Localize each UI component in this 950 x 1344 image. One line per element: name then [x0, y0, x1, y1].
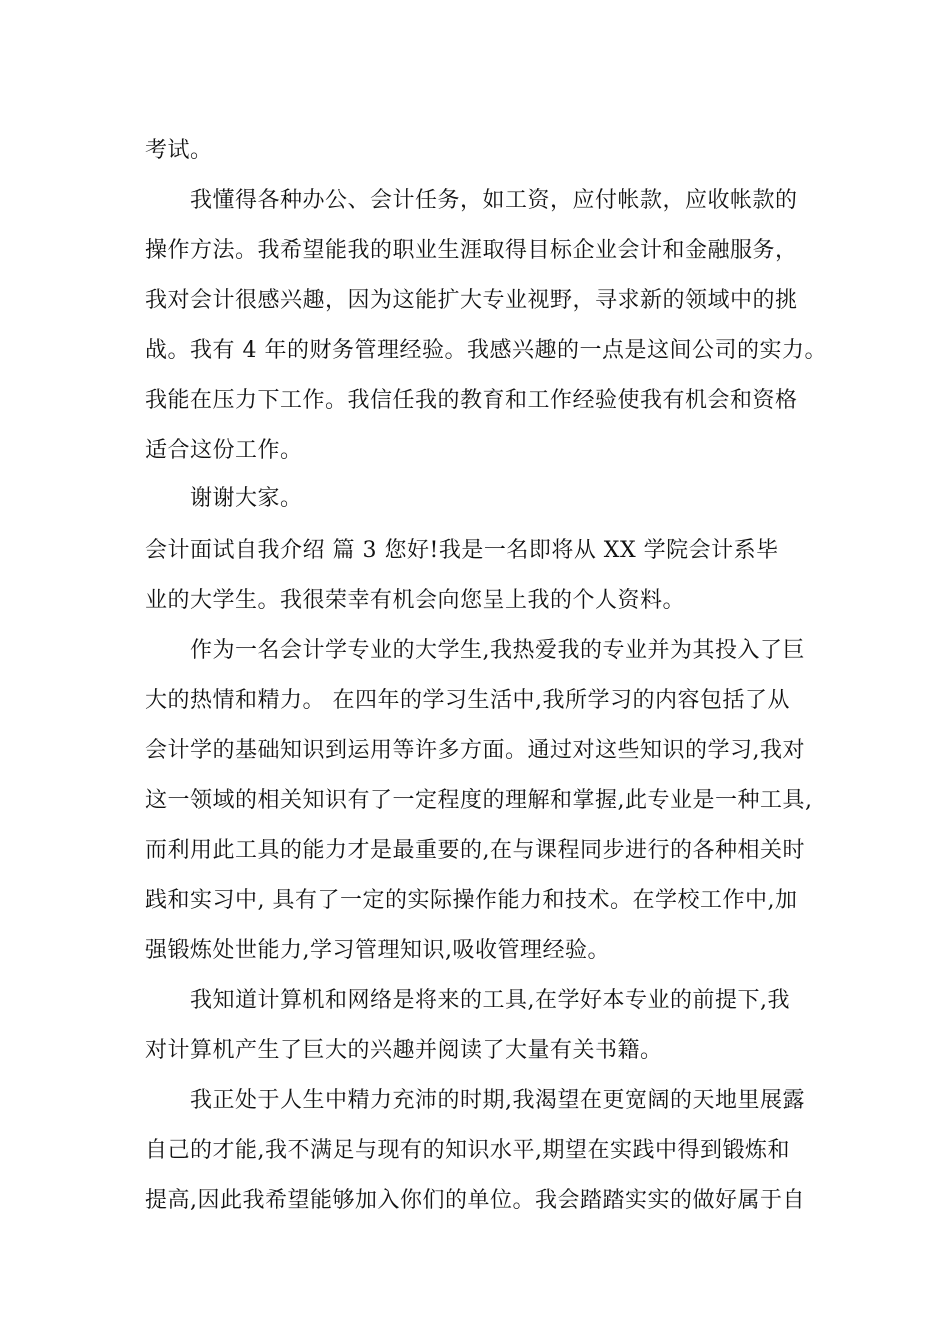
text-line-16: 践和实习中, 具有了一定的实际操作能力和技术。在学校工作中,加 — [145, 888, 798, 913]
text-line-14: 这一领域的相关知识有了一定程度的理解和掌握,此专业是一种工具, — [145, 788, 813, 813]
text-line-1: 考试。 — [145, 138, 213, 163]
text-line-17: 强锻炼处世能力,学习管理知识,吸收管理经验。 — [145, 938, 610, 963]
text-line-12: 大的热情和精力。 在四年的学习生活中,我所学习的内容包括了从 — [145, 688, 790, 713]
text-line-21: 自己的才能,我不满足与现有的知识水平,期望在实践中得到锻炼和 — [145, 1138, 790, 1163]
text-line-11: 作为一名会计学专业的大学生,我热爱我的专业并为其投入了巨 — [190, 638, 805, 663]
text-line-18: 我知道计算机和网络是将来的工具,在学好本专业的前提下,我 — [190, 988, 790, 1013]
text-line-5: 战。我有 4 年的财务管理经验。我感兴趣的一点是这间公司的实力。 — [145, 338, 827, 363]
text-line-3: 操作方法。我希望能我的职业生涯取得目标企业会计和金融服务， — [145, 238, 798, 263]
text-line-15: 而利用此工具的能力才是最重要的,在与课程同步进行的各种相关时 — [145, 838, 805, 863]
text-line-6: 我能在压力下工作。我信任我的教育和工作经验使我有机会和资格 — [145, 388, 798, 413]
text-line-20: 我正处于人生中精力充沛的时期,我渴望在更宽阔的天地里展露 — [190, 1088, 805, 1113]
text-line-2: 我懂得各种办公、会计任务，如工资，应付帐款，应收帐款的 — [190, 188, 798, 213]
section-heading-line: 会计面试自我介绍 篇 3 您好!我是一名即将从 XX 学院会计系毕 — [145, 538, 779, 563]
text-line-10: 业的大学生。我很荣幸有机会向您呈上我的个人资料。 — [145, 588, 686, 613]
text-line-22: 提高,因此我希望能够加入你们的单位。我会踏踏实实的做好属于自 — [145, 1188, 805, 1213]
text-line-7: 适合这份工作。 — [145, 438, 303, 463]
text-line-4: 我对会计很感兴趣，因为这能扩大专业视野，寻求新的领域中的挑 — [145, 288, 798, 313]
text-line-19: 对计算机产生了巨大的兴趣并阅读了大量有关书籍。 — [145, 1038, 663, 1063]
text-line-8: 谢谢大家。 — [190, 486, 303, 511]
text-line-13: 会计学的基础知识到运用等许多方面。通过对这些知识的学习,我对 — [145, 738, 805, 763]
